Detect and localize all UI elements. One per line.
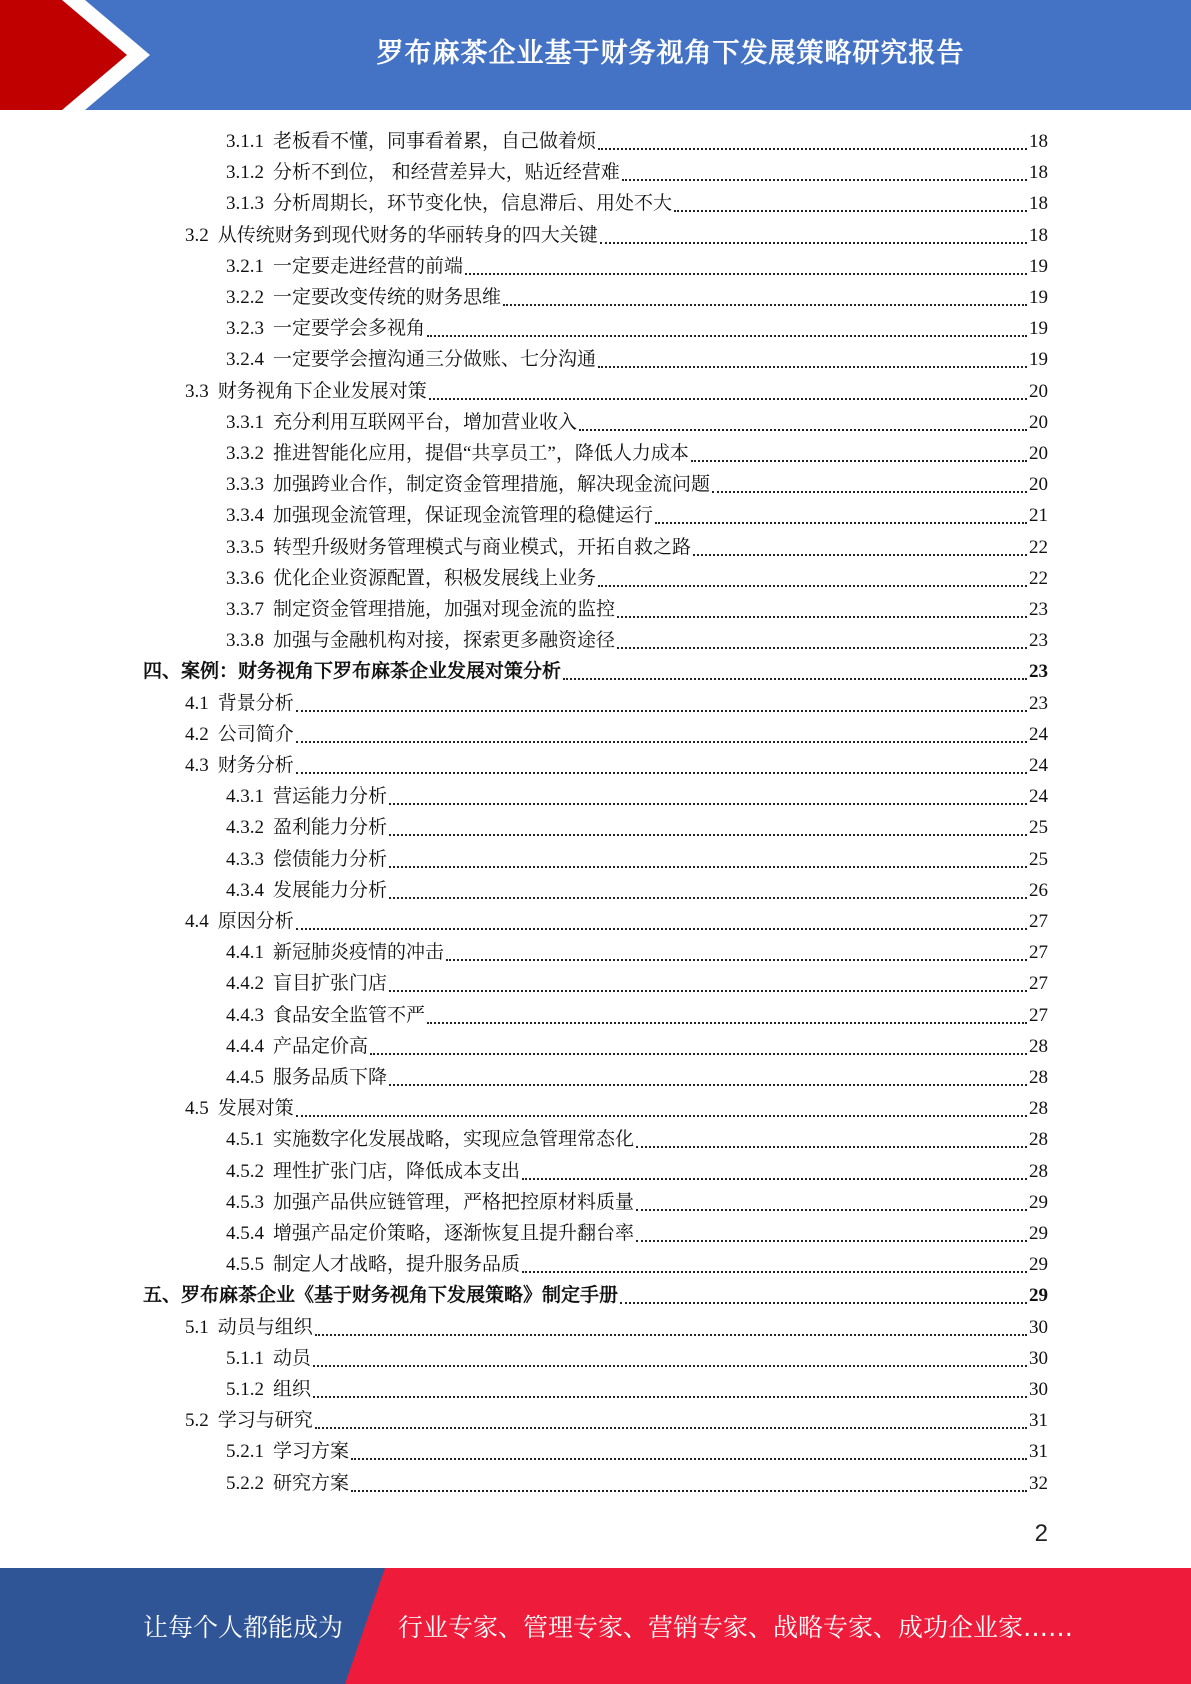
toc-entry-label: 加强跨业合作，制定资金管理措施，解决现金流问题	[273, 474, 711, 496]
toc-entry[interactable]	[226, 126, 1048, 154]
report-title: 罗布麻茶企业基于财务视角下发展策略研究报告	[376, 37, 965, 69]
toc-entry-number: 3.2.4	[226, 349, 264, 371]
toc-entry[interactable]	[185, 220, 1048, 248]
toc-entry-page: 29	[1029, 1285, 1048, 1307]
toc-dot-leader	[655, 521, 1027, 524]
toc-entry-page: 27	[1029, 911, 1048, 932]
toc-entry-page: 23	[1029, 692, 1048, 714]
toc-entry-number: 3.3.6	[226, 567, 264, 589]
toc-entry[interactable]	[226, 937, 1048, 965]
toc-entry-page: 20	[1029, 443, 1048, 464]
toc-entry-number: 5.1	[185, 1316, 209, 1338]
toc-entry-label: 营运能力分析	[273, 786, 388, 808]
toc-entry-number: 4.4.5	[226, 1067, 264, 1088]
toc-dot-leader	[296, 709, 1027, 712]
toc-dot-leader	[296, 771, 1027, 774]
toc-dot-leader	[636, 1145, 1027, 1148]
toc-dot-leader	[389, 833, 1027, 836]
toc-entry-label: 组织	[273, 1379, 312, 1400]
toc-entry-page: 29	[1029, 1254, 1048, 1276]
toc-dot-leader	[522, 1177, 1027, 1180]
toc-entry-page: 20	[1029, 380, 1048, 402]
toc-entry-page: 29	[1029, 1223, 1048, 1244]
toc-entry-page: 23	[1029, 661, 1048, 683]
toc-dot-leader	[600, 241, 1027, 244]
toc-entry-number: 4.2	[185, 723, 209, 745]
toc-entry-label: 公司简介	[217, 723, 294, 745]
toc-entry-label: 背景分析	[217, 692, 294, 714]
toc-entry[interactable]	[226, 1343, 1048, 1371]
toc-entry-page: 18	[1029, 224, 1048, 246]
toc-dot-leader	[389, 989, 1027, 992]
toc-entry[interactable]	[226, 1374, 1048, 1402]
toc-entry[interactable]	[185, 1405, 1048, 1433]
toc-dot-leader	[674, 209, 1027, 212]
toc-entry-label: 财务分析	[217, 755, 294, 776]
toc-entry-number: 5.1.1	[226, 1347, 264, 1369]
toc-entry-number: 4.3.1	[226, 786, 264, 808]
toc-entry-page: 19	[1029, 349, 1048, 371]
toc-entry-page: 28	[1029, 1035, 1048, 1057]
toc-entry[interactable]	[185, 688, 1048, 716]
toc-entry-number: 3.2.3	[226, 318, 264, 340]
toc-entry[interactable]	[226, 157, 1048, 185]
header-arrow-decoration	[0, 0, 160, 110]
toc-entry[interactable]	[226, 251, 1048, 279]
toc-entry-number: 4.3.4	[226, 879, 264, 901]
toc-entry-page: 25	[1029, 817, 1048, 839]
toc-entry-label: 充分利用互联网平台，增加营业收入	[273, 411, 578, 433]
toc-entry-label: 一定要学会擅沟通三分做账、七分沟通	[273, 349, 597, 371]
toc-dot-leader	[313, 1395, 1027, 1398]
toc-entry[interactable]	[226, 563, 1048, 591]
toc-dot-leader	[389, 802, 1027, 805]
toc-entry-number: 4.5.2	[226, 1160, 264, 1182]
toc-dot-leader	[617, 615, 1027, 618]
toc-entry[interactable]	[226, 1062, 1048, 1090]
toc-dot-leader	[620, 1301, 1027, 1304]
toc-dot-leader	[579, 428, 1027, 431]
toc-entry[interactable]	[226, 781, 1048, 809]
toc-entry[interactable]	[226, 968, 1048, 996]
toc-dot-leader	[693, 553, 1027, 556]
toc-entry-label: 五、罗布麻茶企业《基于财务视角下发展策略》制定手册	[143, 1285, 619, 1307]
toc-entry-page: 19	[1029, 318, 1048, 340]
toc-entry-label: 发展对策	[217, 1098, 294, 1120]
toc-entry-page: 20	[1029, 474, 1048, 496]
toc-entry-page: 23	[1029, 630, 1048, 652]
toc-entry[interactable]	[226, 812, 1048, 840]
toc-entry-label: 食品安全监管不严	[273, 1004, 426, 1026]
toc-entry[interactable]	[226, 469, 1048, 497]
toc-entry-number: 4.5.5	[226, 1254, 264, 1276]
toc-entry[interactable]	[226, 844, 1048, 872]
toc-entry[interactable]	[226, 344, 1048, 372]
toc-dot-leader	[296, 927, 1027, 930]
toc-entry-number: 3.3.8	[226, 630, 264, 652]
toc-entry-label: 偿债能力分析	[273, 848, 388, 870]
toc-entry-label: 加强产品供应链管理，严格把控原材料质量	[273, 1191, 635, 1213]
toc-dot-leader	[598, 365, 1027, 368]
page-number: 2	[1034, 1520, 1048, 1547]
toc-entry-page: 25	[1029, 848, 1048, 870]
toc-entry[interactable]	[143, 1280, 1048, 1308]
toc-entry[interactable]	[226, 532, 1048, 560]
page-footer	[0, 1568, 1191, 1684]
toc-dot-leader	[370, 1052, 1027, 1055]
toc-dot-leader	[598, 584, 1027, 587]
toc-dot-leader	[429, 397, 1027, 400]
toc-entry-page: 18	[1029, 193, 1048, 215]
toc-entry-label: 学习与研究	[217, 1410, 313, 1432]
toc-entry-number: 3.1.1	[226, 131, 264, 152]
toc-entry-label: 制定资金管理措施，加强对现金流的监控	[273, 599, 616, 620]
page-header	[0, 0, 1191, 110]
toc-entry-page: 31	[1029, 1441, 1048, 1463]
footer-slogan-left: 让每个人都能成为	[143, 1613, 344, 1642]
toc-entry-number: 3.3.3	[226, 474, 264, 496]
toc-entry[interactable]	[226, 1436, 1048, 1464]
toc-entry[interactable]	[226, 1249, 1048, 1277]
toc-entry-number: 3.1.3	[226, 193, 264, 215]
toc-entry-page: 31	[1029, 1410, 1048, 1432]
toc-entry-number: 5.2	[185, 1410, 209, 1432]
toc-entry-label: 学习方案	[273, 1441, 350, 1463]
toc-entry-label: 从传统财务到现代财务的华丽转身的四大关键	[217, 224, 598, 246]
toc-entry-number: 3.3.2	[226, 443, 264, 464]
toc-entry[interactable]	[185, 750, 1048, 778]
toc-dot-leader	[315, 1426, 1027, 1429]
toc-dot-leader	[389, 865, 1027, 868]
toc-dot-leader	[636, 1239, 1027, 1242]
toc-entry[interactable]	[226, 282, 1048, 310]
footer-slogan-right: 行业专家、管理专家、营销专家、战略专家、成功企业家……	[398, 1613, 1074, 1642]
toc-dot-leader	[712, 490, 1027, 493]
toc-entry[interactable]	[226, 594, 1048, 622]
toc-entry-number: 5.1.2	[226, 1379, 264, 1400]
toc-dot-leader	[427, 334, 1027, 337]
toc-entry-number: 3.2	[185, 224, 209, 246]
toc-entry-label: 研究方案	[273, 1472, 350, 1494]
toc-entry-label: 一定要走进经营的前端	[273, 255, 464, 277]
toc-entry-label: 财务视角下企业发展对策	[217, 380, 427, 402]
toc-entry-number: 3.3.5	[226, 536, 264, 558]
toc-entry-page: 30	[1029, 1379, 1048, 1400]
toc-entry-label: 一定要学会多视角	[273, 318, 426, 340]
toc-dot-leader	[691, 459, 1027, 462]
toc-entry-label: 动员	[273, 1347, 312, 1369]
toc-entry[interactable]	[226, 407, 1048, 435]
toc-entry[interactable]	[226, 1468, 1048, 1496]
toc-entry-number: 4.5.1	[226, 1129, 264, 1151]
toc-entry[interactable]	[185, 906, 1048, 934]
toc-entry[interactable]	[226, 1156, 1048, 1184]
toc-entry-page: 24	[1029, 786, 1048, 808]
toc-entry-number: 3.1.2	[226, 162, 264, 184]
toc-entry-label: 分析周期长，环节变化快，信息滞后、用处不大	[273, 193, 673, 215]
toc-entry-number: 4.3	[185, 755, 209, 776]
toc-dot-leader	[296, 740, 1027, 743]
toc-entry-page: 30	[1029, 1316, 1048, 1338]
toc-entry-number: 4.4.4	[226, 1035, 264, 1057]
toc-entry-label: 服务品质下降	[273, 1067, 388, 1088]
toc-entry[interactable]	[185, 1093, 1048, 1121]
toc-entry-label: 转型升级财务管理模式与商业模式，开拓自救之路	[273, 536, 692, 558]
toc-entry-label: 动员与组织	[217, 1316, 313, 1338]
toc-entry-label: 分析不到位， 和经营差异大，贴近经营难	[273, 162, 620, 184]
toc-entry-label: 四、案例：财务视角下罗布麻茶企业发展对策分析	[143, 661, 562, 683]
toc-entry-number: 3.3.7	[226, 599, 264, 620]
toc-dot-leader	[351, 1457, 1027, 1460]
toc-entry[interactable]	[226, 1000, 1048, 1028]
toc-entry[interactable]	[226, 875, 1048, 903]
toc-dot-leader	[622, 178, 1027, 181]
toc-entry-label: 一定要改变传统的财务思维	[273, 287, 502, 308]
toc-entry[interactable]	[143, 656, 1048, 684]
toc-entry-page: 26	[1029, 879, 1048, 901]
toc-entry-page: 30	[1029, 1347, 1048, 1369]
toc-entry-label: 实施数字化发展战略，实现应急管理常态化	[273, 1129, 635, 1151]
toc-entry-number: 4.5.4	[226, 1223, 264, 1244]
toc-entry-page: 27	[1029, 973, 1048, 995]
toc-entry-label: 产品定价高	[273, 1035, 369, 1057]
toc-entry-page: 32	[1029, 1472, 1048, 1494]
toc-entry-label: 制定人才战略，提升服务品质	[273, 1254, 521, 1276]
toc-entry-page: 27	[1029, 942, 1048, 964]
toc-entry-number: 4.4.3	[226, 1004, 264, 1026]
toc-entry[interactable]	[226, 625, 1048, 653]
toc-entry-number: 5.2.1	[226, 1441, 264, 1463]
toc-dot-leader	[636, 1208, 1027, 1211]
toc-entry-label: 加强与金融机构对接，探索更多融资途径	[273, 630, 616, 652]
toc-dot-leader	[617, 646, 1027, 649]
toc-dot-leader	[313, 1364, 1027, 1367]
toc-dot-leader	[446, 958, 1027, 961]
toc-entry-label: 盈利能力分析	[273, 817, 388, 839]
toc-entry-page: 19	[1029, 287, 1048, 308]
toc-dot-leader	[351, 1489, 1027, 1492]
toc-entry-page: 21	[1029, 505, 1048, 527]
toc-entry-number: 5.2.2	[226, 1472, 264, 1494]
toc-entry-label: 盲目扩张门店	[273, 973, 388, 995]
toc-entry-label: 原因分析	[217, 911, 294, 932]
toc-entry-label: 新冠肺炎疫情的冲击	[273, 942, 445, 964]
toc-entry-page: 19	[1029, 255, 1048, 277]
toc-entry[interactable]	[226, 1124, 1048, 1152]
toc-entry-page: 24	[1029, 723, 1048, 745]
toc-entry-number: 4.1	[185, 692, 209, 714]
toc-entry-number: 3.2.2	[226, 287, 264, 308]
toc-entry-page: 18	[1029, 162, 1048, 184]
toc-dot-leader	[598, 147, 1027, 150]
toc-entry-number: 4.5	[185, 1098, 209, 1120]
toc-dot-leader	[315, 1333, 1027, 1336]
toc-entry[interactable]	[226, 500, 1048, 528]
toc-entry[interactable]	[226, 313, 1048, 341]
toc-dot-leader	[389, 896, 1027, 899]
toc-entry-label: 加强现金流管理，保证现金流管理的稳健运行	[273, 505, 654, 527]
toc-entry[interactable]	[226, 1218, 1048, 1246]
toc-dot-leader	[563, 677, 1027, 680]
toc-entry-number: 4.3.3	[226, 848, 264, 870]
toc-entry-label: 推进智能化应用，提倡“共享员工”，降低人力成本	[273, 443, 689, 464]
toc-entry-number: 4.3.2	[226, 817, 264, 839]
toc-entry[interactable]	[185, 719, 1048, 747]
toc-entry[interactable]	[226, 188, 1048, 216]
toc-entry-page: 27	[1029, 1004, 1048, 1026]
toc-entry-number: 3.3.4	[226, 505, 264, 527]
toc-entry-page: 28	[1029, 1067, 1048, 1088]
toc-entry-page: 22	[1029, 536, 1048, 558]
toc-dot-leader	[296, 1114, 1027, 1117]
toc-entry[interactable]	[185, 1312, 1048, 1340]
toc-dot-leader	[465, 272, 1027, 275]
toc-entry-page: 18	[1029, 131, 1048, 152]
toc-entry-label: 优化企业资源配置，积极发展线上业务	[273, 567, 597, 589]
toc-entry-number: 4.4.2	[226, 973, 264, 995]
toc-entry-number: 3.2.1	[226, 255, 264, 277]
toc-entry-label: 理性扩张门店，降低成本支出	[273, 1160, 521, 1182]
toc-entry-number: 3.3	[185, 380, 209, 402]
toc-dot-leader	[427, 1021, 1027, 1024]
toc-entry-label: 老板看不懂，同事看着累，自己做着烦	[273, 131, 597, 152]
toc-entry-page: 29	[1029, 1191, 1048, 1213]
toc-entry[interactable]	[185, 376, 1048, 404]
toc-entry-number: 4.5.3	[226, 1191, 264, 1213]
toc-dot-leader	[503, 303, 1027, 306]
toc-entry[interactable]	[226, 438, 1048, 466]
toc-entry[interactable]	[226, 1031, 1048, 1059]
toc-entry[interactable]	[226, 1187, 1048, 1215]
toc-entry-page: 22	[1029, 567, 1048, 589]
toc-entry-page: 28	[1029, 1129, 1048, 1151]
toc-entry-label: 增强产品定价策略，逐渐恢复且提升翻台率	[273, 1223, 635, 1244]
toc-entry-page: 28	[1029, 1098, 1048, 1120]
toc-entry-page: 23	[1029, 599, 1048, 620]
toc-dot-leader	[389, 1083, 1027, 1086]
toc-dot-leader	[522, 1270, 1027, 1273]
toc-entry-number: 4.4	[185, 911, 209, 932]
toc-entry-page: 20	[1029, 411, 1048, 433]
toc-entry-number: 4.4.1	[226, 942, 264, 964]
toc-entry-label: 发展能力分析	[273, 879, 388, 901]
toc-entry-number: 3.3.1	[226, 411, 264, 433]
toc-entry-page: 24	[1029, 755, 1048, 776]
toc-entry-page: 28	[1029, 1160, 1048, 1182]
